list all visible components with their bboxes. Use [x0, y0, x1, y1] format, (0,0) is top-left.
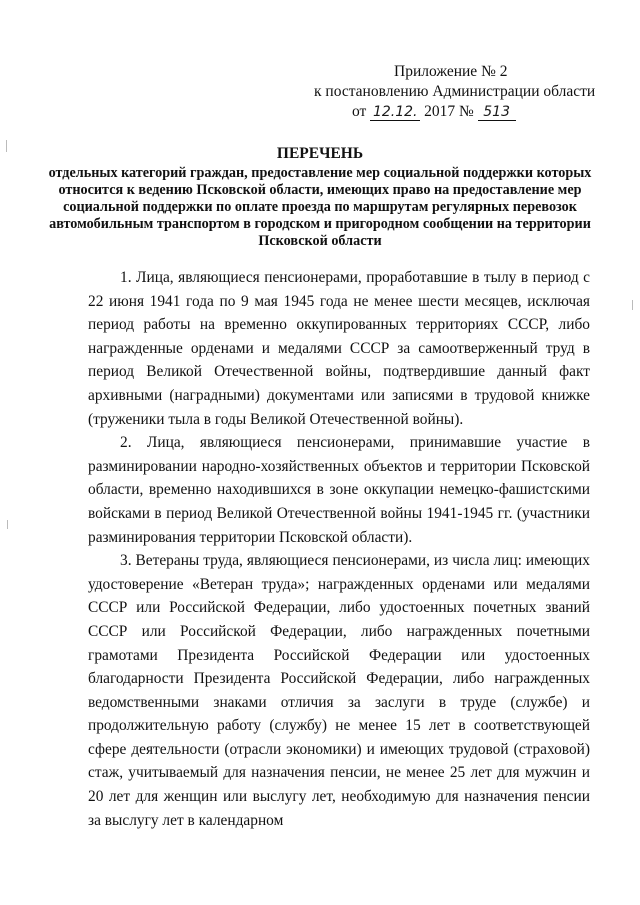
scan-artifact — [7, 520, 8, 529]
title-subheading: отдельных категорий граждан, предоставление мер социальной поддержки которых относится к ведению Псковской области, имеющих право на предоставление мер социальной поддержки по оплате проезда по маршрутам регулярных перевозок автомобильным транспортом в городском и пригородном сообщении на территории Псковской области — [48, 165, 592, 249]
scan-artifact — [6, 140, 7, 152]
handwritten-date: 12.12. — [370, 104, 420, 121]
document-body — [88, 266, 590, 832]
date-prefix: от — [352, 103, 367, 120]
appendix-header — [300, 62, 600, 122]
year-and-number-label: 2017 № — [424, 103, 474, 120]
appendix-reference: к постановлению Администрации области — [314, 83, 596, 100]
appendix-date-line — [300, 102, 600, 122]
title-heading: ПЕРЕЧЕНЬ — [276, 145, 364, 162]
handwritten-number: 513 — [478, 104, 516, 121]
paragraph-3: 3. Ветераны труда, являющиеся пенсионерами, из числа лиц: имеющих удостоверение «Ветеран труда»; награжденных орденами или медалями СССР или Российской Федерации, либо удостоенных почетных званий СССР или Российской Федерации, либо награжденных почетными грамотами Президента Российской Федерации или удостоенных благодарности Президента Российской Федерации, либо награжденных ведомственными знаками отличия за заслуги в труде (службе) и продолжительную работу (службу) не менее 15 лет в соответствующей сфере деятельности (отрасли экономики) и имеющих трудовой (страховой) стаж, учитываемый для назначения пенсии, не менее 25 лет для мужчин и 20 лет для женщин или выслугу лет, необходимую для назначения пенсии за выслугу лет в календарном — [88, 552, 590, 829]
document-title — [40, 145, 600, 250]
paragraph-2: 2. Лица, являющиеся пенсионерами, принимавшие участие в разминировании народно-хозяйственных объектов и территории Псковской области, временно находившихся в зоне оккупации немецко-фашистскими войсками в период Великой Отечественной войны 1941-1945 гг. (участники разминирования территории Псковской области). — [88, 434, 590, 546]
appendix-number: Приложение № 2 — [394, 63, 508, 80]
scan-artifact — [632, 300, 633, 310]
paragraph-1: 1. Лица, являющиеся пенсионерами, проработавшие в тылу в период с 22 июня 1941 года по 9 мая 1945 года не менее шести месяцев, исключая период работы на временно оккупированных территориях СССР, либо награжденные орденами и медалями СССР за самоотверженный труд в период Великой Отечественной войны, подтвердившие данный факт архивными (наградными) документами или записями в трудовой книжке (труженики тыла в годы Великой Отечественной войны). — [88, 269, 590, 428]
